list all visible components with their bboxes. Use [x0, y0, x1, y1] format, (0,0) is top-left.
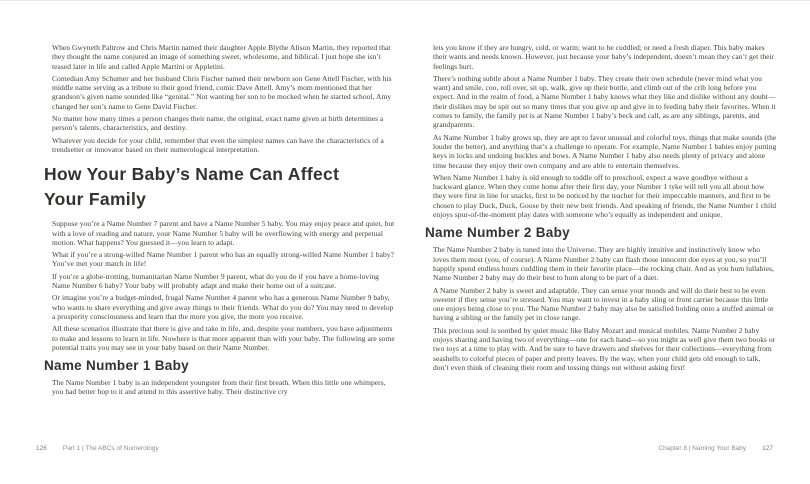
sub-heading-name-number-2: Name Number 2 Baby: [425, 225, 570, 241]
paragraph: The Name Number 2 baby is tuned into the Universe. They are highly intuitive and instinctively know who loves them most (you, of course). A Name Number 2 baby can flash those innocent doe eyes at you, so you’ll happily spend endless hours cuddling them in their favorite place—the rocking chair. And as you hum lullabies, Name Number 2 baby may do their best to hum along to be part of a duet.: [433, 245, 774, 283]
page-number-left: 126: [36, 445, 47, 452]
paragraph: Comedian Amy Schumer and her husband Chris Fischer named their newborn son Gene Attell Fischer, with his middle name serving as a tribute to their good friend, comic Dave Attell. Amy’s mom mentioned that her grandson’s given name sounded like “genital.” Not wanting her son to be mocked when he started school, Amy changed her son’s name to Gene David Fischer.: [52, 73, 392, 111]
paragraph: When Gwyneth Paltrow and Chris Martin named their daughter Apple Blythe Alison Martin, they reported that they thought the name conjured an image of something sweet, wholesome, and biblical. I just hope she isn’t teased later in life and called Apple Martini or Appletini.: [52, 43, 391, 71]
paragraph: This precious soul is soothed by quiet music like Baby Mozart and musical mobiles. Name Number 2 baby enjoys sharing and having two of everything—one for each hand—so you might as well give them two books or two toys at a time to play with. And be sure to have drawers and shelves for their collections—everything from seashells to colorful pieces of paper and pretty leaves. By the way, when your child gets old enough to talk, don’t even think of cleaning their room and tossing things out without asking first!: [433, 325, 776, 372]
page-left: [44, 43, 398, 400]
running-title-left: Part 1 | The ABCs of Numerology: [62, 445, 159, 452]
sub-heading-name-number-1: Name Number 1 Baby: [44, 358, 189, 374]
paragraph: There’s nothing subtle about a Name Number 1 baby. They create their own schedule (never mind what you want) and smile, coo, roll over, sit up, walk, give up their bottle, and climb out of the crib long before you expect. And in the realm of food, a Name Number 1 baby knows what they like and dislike without any doubt—their dislikes may be spit out so many times that you give up and give in to feeding baby their favorites. When it comes to family, the family pet is at Name Number 1 baby’s beck and call, as are any siblings, parents, and grandparents.: [433, 73, 776, 130]
page-right: [425, 43, 779, 375]
paragraph: lets you know if they are hungry, cold, or warm; want to be cuddled; or need a fresh diaper. This baby makes their wants and needs known. However, just because your baby’s independent, doesn’t mean they can’t get their feelings hurt.: [433, 43, 775, 71]
paragraph: If you’re a globe-trotting, humanitarian Name Number 9 parent, what do you do if you have a home-loving Name Number 6 baby? Your baby will probably adapt and make their home out of a suitcase.: [52, 271, 379, 291]
paragraph: Or imagine you’re a budget-minded, frugal Name Number 4 parent who has a generous Name Number 9 baby, who wants to share everything and give away things to their friends. What do you do? You may need to develop a prosperity consciousness and learn that the more you give, the more you receive.: [52, 293, 394, 321]
paragraph: As Name Number 1 baby grows up, they are apt to favor unusual and colorful toys, things that make sounds (the louder the better), and anything that’s a challenge to operate. For example, Name Number 1 babies enjoy putting keys in locks and undoing buckles and bows. A Name Number 1 baby also needs plenty of privacy and alone time because they enjoy their own company and are able to entertain themselves.: [433, 132, 777, 170]
paragraph: All these scenarios illustrate that there is give and take in life, and, despite your numbers, you have adjustments to make and lessons to learn in life. Nowhere is that more apparent than with your baby. The following are some potential traits you may see in your baby based on their Name Number.: [52, 324, 395, 352]
paragraph: What if you’re a strong-willed Name Number 1 parent who has an equally strong-willed Name Number 1 baby? You’ve met your match in life!: [52, 250, 394, 269]
paragraph: The Name Number 1 baby is an independent youngster from their first breath. When this little one whimpers, you had better hop to it and attend to this assertive baby. Their distinctive cry: [52, 378, 386, 397]
running-title-right: Chapter 8 | Naming Your Baby: [658, 445, 747, 452]
page-number-right: 127: [762, 445, 773, 452]
paragraph: Suppose you’re a Name Number 7 parent and have a Name Number 5 baby. You may enjoy peace and quiet, but with a love of reading and nature, your Name Number 5 baby will be overflowing with energy and perpetual motion. What happens? You guessed it—you learn to adapt.: [52, 219, 395, 247]
section-title: How Your Baby’s Name Can Affect Your Family: [44, 164, 340, 210]
paragraph: When Name Number 1 baby is old enough to toddle off to preschool, expect a wave goodbye without a backward glance. When they come home after their first day, your Number 1 tyke will tell you all about how they were first in line for snacks, first to be noticed by the teacher for their impeccable manners, and first to be chosen to play Duck, Duck, Goose by their new best friends. And speaking of friends, the Name Number 1 child enjoys spur-of-the-moment play dates with someone who’s equally as independent and unique.: [433, 172, 777, 220]
paragraph: A Name Number 2 baby is sweet and adaptable. They can sense your moods and will do their best to be even sweeter if they sense you’re stressed. You may want to invest in a baby sling or front carrier because this little one enjoys being close to you. The Name Number 2 baby may also be satisfied holding onto a stuffed animal or having a sibling or the family pet in close range.: [433, 285, 774, 323]
paragraph: Whatever you decide for your child, remember that even the simplest names can have the characteristics of a trendsetter or innovator based on their numerological interpretation.: [52, 135, 384, 154]
page-footer-right: [658, 445, 773, 453]
paragraph: No matter how many times a person changes their name, the original, exact name given at birth determines a person’s talents, characteristics, and destiny.: [52, 114, 384, 133]
page-footer-left: [36, 445, 159, 453]
